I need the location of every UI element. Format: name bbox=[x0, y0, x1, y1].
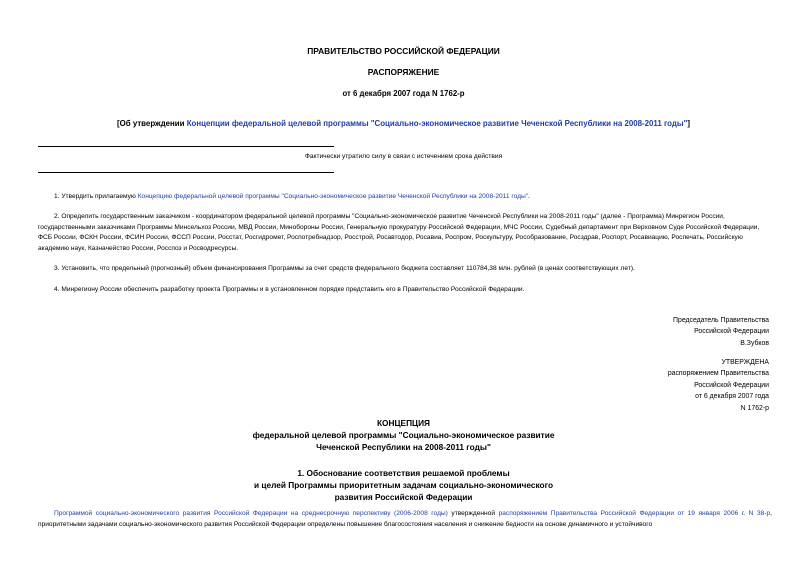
separator-line-top bbox=[38, 146, 334, 147]
section-1-heading-block bbox=[0, 467, 807, 503]
signature-country: Российской Федерации bbox=[694, 328, 769, 336]
concept-line-2: федеральной целевой программы "Социально-экономическое развитие bbox=[252, 430, 555, 440]
document-date-number: от 6 декабря 2007 года N 1762-р bbox=[342, 89, 465, 98]
status-note: Фактически утратило силу в связи с истечением срока действия bbox=[304, 153, 503, 160]
concept-heading-block bbox=[0, 417, 807, 453]
document-title bbox=[0, 119, 807, 128]
section-1-line-2: и целей Программы приоритетным задачам социально-экономического bbox=[253, 480, 554, 490]
separator-line-bottom bbox=[38, 172, 334, 173]
approval-line-5: N 1762-р bbox=[740, 404, 769, 412]
signature-block bbox=[673, 315, 769, 349]
approval-line-4: от 6 декабря 2007 года bbox=[695, 393, 769, 401]
government-title: ПРАВИТЕЛЬСТВО РОССИЙСКОЙ ФЕДЕРАЦИИ bbox=[307, 46, 500, 56]
program-link[interactable]: Программой социально-экономического развития Российской Федерации на среднесрочную перспективу (2006-2008 годы) bbox=[54, 510, 448, 517]
paragraph-1: 1. Утвердить прилагаемую Концепцию федеральной целевой программы "Социально-экономическое развитие Чеченской Республики на 2008-2011 годы". bbox=[54, 193, 530, 200]
approval-line-2: распоряжением Правительства bbox=[667, 370, 769, 378]
signature-name: В.Зубков bbox=[740, 339, 769, 347]
order-link[interactable]: распоряжением Правительства Российской Федерации от 19 января 2006 г. N 38-р bbox=[498, 510, 771, 517]
concept-heading: КОНЦЕПЦИЯ bbox=[376, 418, 431, 428]
paragraph-4: 4. Минрегиону России обеспечить разработку проекта Программы и в установленном порядке представить его в Правительство Российской Федерации. bbox=[54, 286, 525, 293]
title-concept-link[interactable]: Концепции федеральной целевой программы "Социально-экономическое развитие Чеченской Республики на 2008-2011 годы" bbox=[186, 119, 688, 128]
approval-line-3: Российской Федерации bbox=[694, 381, 769, 389]
approval-block bbox=[668, 357, 769, 414]
document-type: РАСПОРЯЖЕНИЕ bbox=[367, 67, 440, 77]
section-1-line-3: развития Российской Федерации bbox=[334, 492, 473, 502]
concept-line-3: Чеченской Республики на 2008-2011 годы" bbox=[316, 442, 491, 452]
paragraph-3: 3. Установить, что предельный (прогнозный) объем финансирования Программы за счет средств федерального бюджета составляет 110784,38 млн. рублей (в ценах соответствующих лет). bbox=[54, 265, 635, 272]
paragraph-2: 2. Определить государственным заказчиком - координатором федеральной целевой программы "Социально-экономическое развитие Чеченской Республики на 2008-2011 годы" (далее - Программа) Минрегион России, государственными заказчиками Программы Минсельхоз России, МВД России, Минобороны России, Генеральную прокуратуру Российской Федерации, МЧС России, Судебный департамент при Верховном Суде Российской Федерации, ФСБ России, ФСКН России, ФСИН России, ФССП России, Росстат, Росгидромет, Роспотребнадзор, Росстрой, Росавтодор, Росавиа, Роспром, Роскультуру, Рособразование, Росздрав, Роспорт, Росавиацию, Роспечать, Российскую академию наук, Казначейство России, Росспоз и Росводресурсы. bbox=[38, 213, 760, 252]
title-prefix: [Об утверждении bbox=[117, 119, 187, 128]
approval-heading: УТВЕРЖДЕНА bbox=[721, 359, 769, 366]
title-suffix: ] bbox=[687, 119, 690, 128]
section-1-paragraph: Программой социально-экономического развития Российской Федерации на среднесрочную перспективу (2006-2008 годы) утвержденной распоряжением Правительства Российской Федерации от 19 января 2006 г. N 38-р, приоритетными задачами социально-экономического развития Российской Федерации определены повышение благосостояния населения и снижение бедности на основе динамичного и устойчивого bbox=[38, 510, 772, 528]
paragraph-1-concept-link[interactable]: Концепцию федеральной целевой программы "Социально-экономическое развитие Чеченской Республики на 2008-2011 годы" bbox=[137, 193, 529, 200]
signature-position: Председатель Правительства bbox=[673, 317, 769, 324]
section-1-line-1: 1. Обоснование соответствия решаемой проблемы bbox=[297, 468, 510, 478]
